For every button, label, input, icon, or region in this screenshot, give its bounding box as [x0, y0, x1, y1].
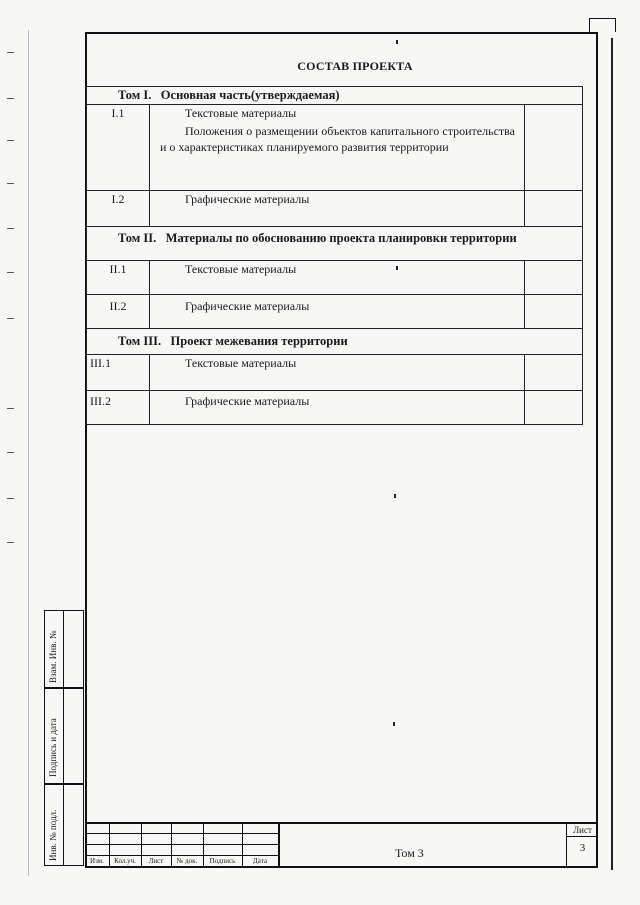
item-title: Графические материалы: [185, 299, 310, 313]
item-number: III.2: [87, 391, 150, 425]
item-title: Текстовые материалы: [185, 262, 297, 276]
volume-name: Проект межевания территории: [170, 334, 348, 348]
volume-label: Том III.: [118, 334, 162, 348]
side-stamp: [44, 610, 84, 866]
item-number: I.1: [87, 105, 150, 191]
item-note: [525, 295, 583, 329]
tb-col-date: Дата: [253, 857, 267, 865]
table-row: [87, 295, 583, 329]
margin-tick: [7, 228, 14, 229]
margin-tick: [7, 498, 14, 499]
item-note: [525, 355, 583, 391]
item-cell: [150, 295, 525, 329]
margin-tick: [7, 318, 14, 319]
tb-col-sign: Подпись: [209, 857, 236, 865]
item-number: I.2: [87, 191, 150, 227]
margin-tick: [7, 140, 14, 141]
margin-tick: [7, 52, 14, 53]
item-number: II.2: [87, 295, 150, 329]
item-title: Графические материалы: [185, 192, 310, 206]
stamp-divider: [45, 783, 83, 785]
item-cell: [150, 261, 525, 295]
grid-line: [85, 855, 278, 856]
item-number: III.1: [87, 355, 150, 391]
grid-line: [85, 844, 278, 845]
stamp-divider: [63, 611, 64, 865]
item-title: Текстовые материалы: [185, 106, 297, 120]
volume-header-row: [87, 329, 583, 355]
table-row: [87, 261, 583, 295]
margin-tick: [7, 183, 14, 184]
tb-col-doc: № док.: [176, 857, 198, 865]
item-cell: [150, 191, 525, 227]
item-note: [525, 191, 583, 227]
item-cell: [150, 105, 525, 191]
margin-tick: [7, 98, 14, 99]
volume-label: Том II.: [118, 231, 157, 245]
item-cell: [150, 355, 525, 391]
margin-tick: [7, 542, 14, 543]
grid-line: [85, 833, 278, 834]
margin-tick: [7, 272, 14, 273]
tb-col-kolich: Кол.уч.: [114, 857, 136, 865]
margin-tick: [7, 452, 14, 453]
item-note: [525, 391, 583, 425]
item-title: Графические материалы: [185, 394, 310, 408]
volume-name: Основная часть(утверждаемая): [160, 88, 340, 102]
tb-col-list: Лист: [148, 857, 164, 865]
item-note: [525, 105, 583, 191]
scan-edge-line: [28, 30, 29, 876]
document-name: Том 3: [395, 846, 424, 860]
item-cell: [150, 391, 525, 425]
volume-header-row: [87, 227, 583, 261]
sheet-box: [566, 822, 598, 868]
scan-speck: [393, 722, 395, 726]
stamp-divider: [45, 687, 83, 689]
title-block-divider: [278, 822, 280, 868]
scan-speck: [396, 40, 398, 44]
volume-header-row: [87, 87, 583, 105]
table-row: [87, 191, 583, 227]
sheet-number: 3: [579, 842, 586, 854]
item-description: Положения о размещении объектов капитального строительства и о характеристиках планируемого развития территории: [160, 124, 515, 154]
margin-tick: [7, 408, 14, 409]
composition-table: [86, 86, 583, 425]
item-note: [525, 261, 583, 295]
table-row: [87, 391, 583, 425]
frame-corner-box: [589, 18, 616, 32]
tb-col-izm: Изм.: [90, 857, 104, 865]
volume-name: Материалы по обоснованию проекта планировки территории: [165, 231, 517, 245]
volume-label: Том I.: [118, 88, 152, 102]
sheet-label: Лист: [573, 825, 592, 835]
item-title: Текстовые материалы: [185, 356, 297, 370]
stamp-inv-replace-label: Взам. Инв. №: [48, 630, 58, 683]
stamp-sign-date-label: Подпись и дата: [48, 718, 58, 777]
table-row: [87, 105, 583, 191]
scan-speck: [394, 494, 396, 498]
page-title: СОСТАВ ПРОЕКТА: [297, 59, 413, 73]
sheet-divider: [567, 836, 598, 837]
stamp-inv-orig-label: Инв. № подл.: [48, 809, 58, 861]
item-number: II.1: [87, 261, 150, 295]
frame-edge-line: [611, 38, 613, 870]
table-row: [87, 355, 583, 391]
